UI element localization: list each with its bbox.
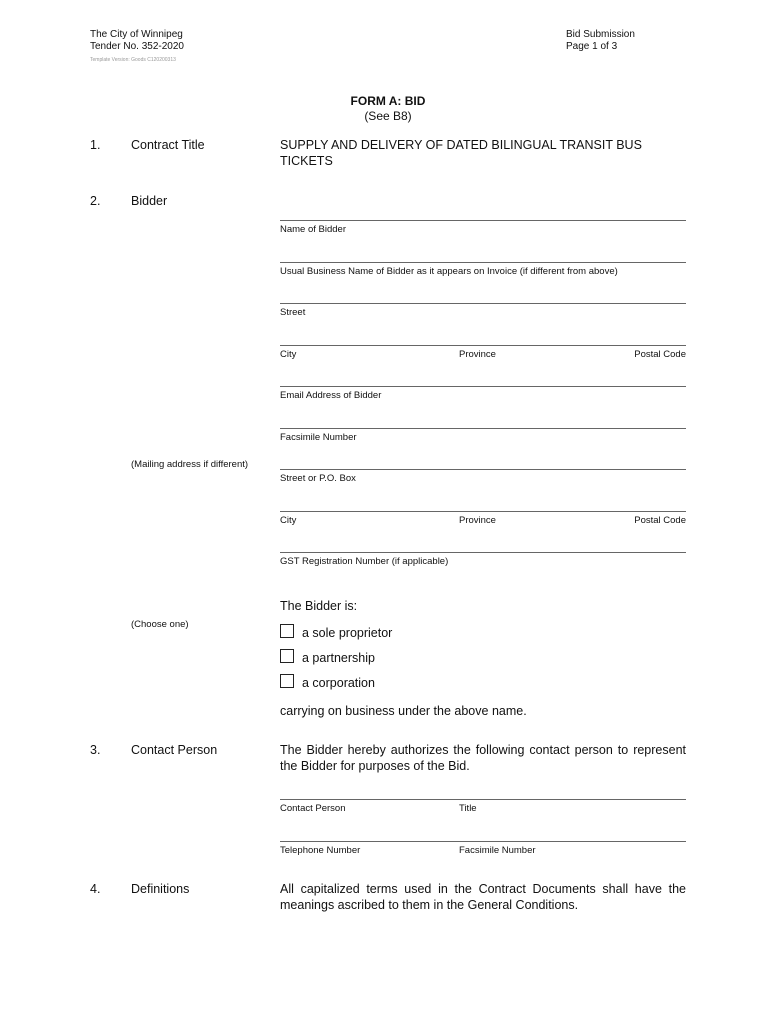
choose-one-note: (Choose one): [131, 619, 189, 630]
header-org: The City of Winnipeg: [90, 29, 183, 40]
section-3-label: Contact Person: [131, 743, 218, 757]
corporation-label: a corporation: [302, 676, 375, 690]
section-2-number: 2.: [90, 194, 101, 208]
contact-person-title-field[interactable]: [280, 799, 686, 800]
contract-title-line2: TICKETS: [280, 154, 333, 168]
telephone-facsimile-field[interactable]: [280, 841, 686, 842]
sole-proprietor-checkbox[interactable]: [280, 624, 294, 638]
province-label: Province: [459, 349, 496, 360]
bidder-is-text: The Bidder is:: [280, 599, 358, 613]
section-1-number: 1.: [90, 138, 101, 152]
email-label: Email Address of Bidder: [280, 390, 382, 401]
title-label: Title: [459, 803, 477, 814]
section-3-number: 3.: [90, 743, 101, 757]
contact-authorization-line1: The Bidder hereby authorizes the following contact person to represent: [280, 743, 686, 757]
gst-field[interactable]: [280, 552, 686, 553]
po-box-field[interactable]: [280, 469, 686, 470]
definitions-line1: All capitalized terms used in the Contract Documents shall have the: [280, 882, 686, 896]
contact-person-label: Contact Person: [280, 803, 346, 814]
template-version: Template Version: Goods C120200313: [90, 57, 176, 63]
street-label: Street: [280, 307, 306, 318]
section-4-number: 4.: [90, 882, 101, 896]
carrying-on-business-text: carrying on business under the above name.: [280, 704, 527, 718]
contact-authorization-line2: the Bidder for purposes of the Bid.: [280, 759, 470, 773]
section-2-label: Bidder: [131, 194, 168, 208]
name-of-bidder-field[interactable]: [280, 220, 686, 221]
mailing-city-label: City: [280, 515, 297, 526]
mailing-address-note: (Mailing address if different): [131, 459, 249, 470]
section-1-label: Contract Title: [131, 138, 205, 152]
telephone-label: Telephone Number: [280, 845, 361, 856]
section-4-label: Definitions: [131, 882, 190, 896]
name-of-bidder-label: Name of Bidder: [280, 224, 347, 235]
mailing-postal-code-label: Postal Code: [634, 515, 686, 526]
usual-business-name-field[interactable]: [280, 262, 686, 263]
form-subtitle: (See B8): [364, 109, 412, 123]
mailing-province-label: Province: [459, 515, 496, 526]
header-submission: Bid Submission: [566, 29, 635, 40]
header-tender: Tender No. 352-2020: [90, 41, 184, 52]
partnership-label: a partnership: [302, 651, 375, 665]
usual-business-name-label: Usual Business Name of Bidder as it appears on Invoice (if different from above): [280, 266, 618, 277]
header-page: Page 1 of 3: [566, 41, 618, 52]
corporation-checkbox[interactable]: [280, 674, 294, 688]
partnership-checkbox[interactable]: [280, 649, 294, 663]
gst-label: GST Registration Number (if applicable): [280, 556, 449, 567]
facsimile-label: Facsimile Number: [280, 432, 357, 443]
mailing-city-province-postal-field[interactable]: [280, 511, 686, 512]
street-field[interactable]: [280, 303, 686, 304]
email-field[interactable]: [280, 386, 686, 387]
city-province-postal-field[interactable]: [280, 345, 686, 346]
po-box-label: Street or P.O. Box: [280, 473, 356, 484]
sole-proprietor-label: a sole proprietor: [302, 626, 393, 640]
contact-facsimile-label: Facsimile Number: [459, 845, 536, 856]
facsimile-field[interactable]: [280, 428, 686, 429]
contract-title-line1: SUPPLY AND DELIVERY OF DATED BILINGUAL TRANSIT BUS: [280, 138, 642, 152]
form-title: FORM A: BID: [350, 94, 426, 108]
postal-code-label: Postal Code: [634, 349, 686, 360]
definitions-line2: meanings ascribed to them in the General Conditions.: [280, 898, 579, 912]
city-label: City: [280, 349, 297, 360]
